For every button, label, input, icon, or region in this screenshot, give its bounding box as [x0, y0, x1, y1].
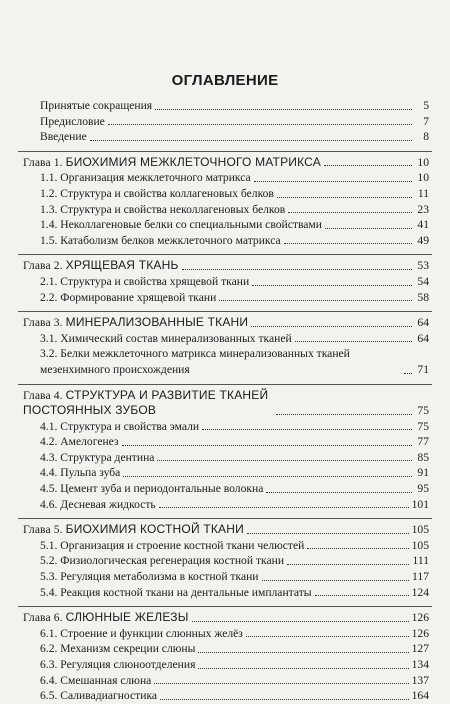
toc-entry-abbreviations[interactable]: [0, 98, 450, 114]
section-label: 4.4. Пульпа зуба: [40, 466, 121, 480]
dot-leader: [252, 285, 412, 286]
toc-page-number: 85: [417, 450, 429, 464]
toc-entry-introduction[interactable]: [0, 129, 450, 145]
section-divider: [18, 606, 432, 607]
toc-entry-label: Введение: [40, 130, 87, 144]
toc-section[interactable]: [0, 481, 450, 497]
toc-page-number: 101: [411, 497, 429, 511]
toc-page-number: 23: [417, 202, 429, 216]
section-label: 4.1. Структура и свойства эмали: [40, 419, 200, 433]
section-label: 5.3. Регуляция метаболизма в костной ткани: [40, 570, 259, 584]
toc-page-number: 54: [417, 274, 429, 288]
toc-page-number: 10: [417, 155, 429, 169]
dot-leader: [295, 341, 412, 342]
toc-page-number: 11: [417, 186, 429, 200]
toc-page-number: 134: [411, 658, 429, 671]
toc-page-number: 53: [417, 259, 429, 273]
toc-chapter-4[interactable]: [0, 388, 450, 419]
dot-leader: [324, 165, 412, 166]
dot-leader: [108, 124, 412, 125]
dot-leader: [325, 228, 412, 229]
toc-page-number: 105: [411, 538, 429, 552]
toc-page-number: 10: [417, 171, 429, 185]
section-label: 1.5. Катаболизм белков межклеточного матрикса: [40, 233, 281, 247]
chapter-title: Глава 4. СТРУКТУРА И РАЗВИТИЕ ТКАНЕЙ ПОСТОЯННЫХ ЗУБОВ: [23, 387, 269, 418]
toc-section[interactable]: [0, 217, 450, 233]
section-label: 1.1. Организация межклеточного матрикса: [40, 171, 251, 185]
section-label: 4.2. Амелогенез: [40, 435, 119, 449]
section-divider: [18, 518, 432, 519]
dot-leader: [277, 197, 412, 198]
toc-section[interactable]: [0, 657, 450, 673]
section-label: 4.5. Цемент зуба и периодонтальные волокна: [40, 482, 264, 496]
dot-leader: [192, 621, 409, 622]
dot-leader: [246, 636, 409, 637]
toc-section[interactable]: [0, 569, 450, 585]
toc-chapter-1[interactable]: [0, 155, 450, 171]
toc-section[interactable]: [0, 346, 450, 377]
toc-page-number: 64: [417, 316, 429, 330]
toc-page-number: 126: [411, 626, 429, 640]
section-label: 6.3. Регуляция слюноотделения: [40, 658, 196, 671]
dot-leader: [155, 109, 412, 110]
toc-page-number: 49: [417, 233, 429, 247]
toc-page-number: 164: [411, 689, 429, 703]
dot-leader: [266, 492, 412, 493]
section-divider: [18, 151, 432, 152]
toc-section[interactable]: [0, 465, 450, 481]
section-label: 6.1. Строение и функции слюнных желёз: [40, 626, 243, 640]
dot-leader: [182, 269, 412, 270]
toc-chapter-2[interactable]: [0, 258, 450, 274]
toc-section[interactable]: [0, 202, 450, 218]
toc-section[interactable]: [0, 434, 450, 450]
dot-leader: [160, 699, 409, 700]
section-label: 6.5. Саливадиагностика: [40, 689, 158, 703]
dot-leader: [90, 140, 412, 141]
dot-leader: [404, 373, 412, 374]
section-divider: [18, 254, 432, 255]
chapter-title: Глава 5. БИОХИМИЯ КОСТНОЙ ТКАНИ: [23, 522, 244, 537]
dot-leader: [219, 300, 412, 301]
section-label: 3.2. Белки межклеточного матрикса минерализованных тканей мезенхимного происхождения: [40, 347, 350, 376]
toc-section[interactable]: [0, 290, 450, 306]
toc-page-number: 71: [417, 362, 429, 376]
dot-leader: [154, 683, 408, 684]
dot-leader: [122, 445, 412, 446]
toc-page-number: 105: [411, 523, 429, 537]
toc-page-number: 77: [417, 435, 429, 449]
toc-chapter-3[interactable]: [0, 315, 450, 331]
section-label: 6.2. Механизм секреции слюны: [40, 642, 196, 656]
dot-leader: [247, 533, 409, 534]
toc-page-number: 75: [417, 419, 429, 433]
toc-page-number: 117: [412, 570, 429, 584]
toc-section[interactable]: [0, 331, 450, 347]
section-label: 1.2. Структура и свойства коллагеновых белков: [40, 186, 274, 200]
dot-leader: [288, 212, 412, 213]
chapter-title: Глава 2. ХРЯЩЕВАЯ ТКАНЬ: [23, 258, 179, 273]
toc-page-number: 41: [417, 218, 429, 232]
table-of-contents: [0, 98, 450, 704]
dot-leader: [157, 460, 412, 461]
dot-leader: [251, 326, 412, 327]
toc-page-number: 58: [417, 290, 429, 304]
toc-chapter-5[interactable]: [0, 522, 450, 538]
section-divider: [18, 311, 432, 312]
dot-leader: [262, 580, 410, 581]
toc-page-number: 5: [423, 99, 429, 112]
dot-leader: [198, 652, 408, 653]
section-label: 5.2. Физиологическая регенерация костной ткани: [40, 554, 285, 568]
section-label: 1.4. Неколлагеновые белки со специальными свойствами: [40, 218, 322, 232]
toc-section[interactable]: [0, 641, 450, 657]
toc-page-number: 75: [417, 404, 429, 418]
toc-section[interactable]: [0, 497, 450, 513]
toc-section[interactable]: [0, 274, 450, 290]
toc-section[interactable]: [0, 450, 450, 466]
section-label: 3.1. Химический состав минерализованных тканей: [40, 331, 292, 345]
toc-section[interactable]: [0, 585, 450, 601]
toc-section[interactable]: [0, 688, 450, 704]
section-label: 1.3. Структура и свойства неколлагеновых белков: [40, 202, 286, 216]
toc-page-number: 111: [412, 554, 429, 568]
dot-leader: [287, 564, 409, 565]
toc-page-number: 7: [423, 114, 429, 128]
dot-leader: [307, 548, 408, 549]
section-label: 6.4. Смешанная слюна: [40, 673, 152, 687]
dot-leader: [315, 595, 409, 596]
toc-page-number: 127: [411, 642, 429, 656]
toc-section[interactable]: [0, 186, 450, 202]
toc-page-number: 124: [411, 585, 429, 599]
toc-section[interactable]: [0, 233, 450, 249]
toc-section[interactable]: [0, 538, 450, 554]
toc-entry-preface[interactable]: [0, 114, 450, 130]
section-label: 2.2. Формирование хрящевой ткани: [40, 290, 217, 304]
dot-leader: [159, 507, 409, 508]
toc-page-number: 64: [417, 331, 429, 345]
dot-leader: [202, 429, 412, 430]
section-label: 4.3. Структура дентина: [40, 450, 155, 464]
toc-section[interactable]: [0, 553, 450, 569]
toc-entry-label: Принятые сокращения: [40, 99, 153, 112]
toc-section[interactable]: [0, 626, 450, 642]
toc-page-number: 91: [417, 466, 429, 480]
section-label: 4.6. Десневая жидкость: [40, 497, 156, 511]
chapter-title: Глава 6. СЛЮННЫЕ ЖЕЛЕЗЫ: [23, 610, 189, 625]
section-label: 2.1. Структура и свойства хрящевой ткани: [40, 274, 250, 288]
toc-section[interactable]: [0, 170, 450, 186]
chapter-title: Глава 1. БИОХИМИЯ МЕЖКЛЕТОЧНОГО МАТРИКСА: [23, 154, 321, 169]
section-label: 5.4. Реакция костной ткани на дентальные имплантаты: [40, 585, 312, 599]
toc-chapter-6[interactable]: [0, 610, 450, 626]
toc-entry-label: Предисловие: [40, 114, 105, 128]
chapter-title: Глава 3. МИНЕРАЛИЗОВАННЫЕ ТКАНИ: [23, 315, 249, 330]
toc-section[interactable]: [0, 673, 450, 689]
toc-page-number: 126: [411, 611, 429, 625]
toc-page-number: 8: [423, 130, 429, 144]
section-label: 5.1. Организация и строение костной ткани челюстей: [40, 538, 305, 552]
toc-page-number: 95: [417, 482, 429, 496]
dot-leader: [276, 414, 412, 415]
dot-leader: [123, 476, 412, 477]
page-title: ОГЛАВЛЕНИЕ: [171, 72, 279, 89]
section-divider: [18, 384, 432, 385]
dot-leader: [198, 668, 408, 669]
dot-leader: [284, 243, 412, 244]
dot-leader: [254, 181, 412, 182]
toc-section[interactable]: [0, 419, 450, 435]
toc-page-number: 137: [411, 673, 429, 687]
